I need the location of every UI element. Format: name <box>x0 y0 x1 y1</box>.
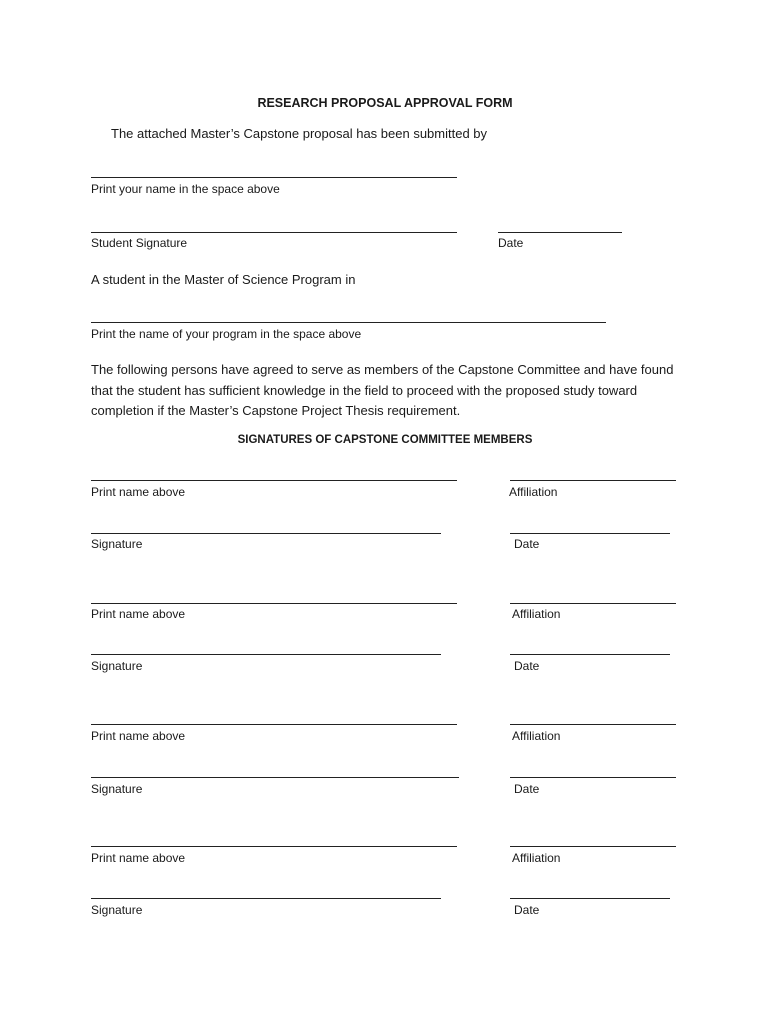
member-3-date-label: Date <box>514 782 540 796</box>
student-signature-line[interactable] <box>91 232 457 233</box>
member-1-affiliation-label: Affiliation <box>509 485 558 499</box>
member-1-date-label: Date <box>514 537 540 551</box>
student-name-label: Print your name in the space above <box>91 182 280 196</box>
form-title: RESEARCH PROPOSAL APPROVAL FORM <box>257 96 513 110</box>
member-4-affiliation-line[interactable] <box>510 846 676 847</box>
committee-heading: SIGNATURES OF CAPSTONE COMMITTEE MEMBERS <box>237 434 533 446</box>
submission-intro: The attached Master’s Capstone proposal has been submitted by <box>111 126 488 141</box>
member-4-signature-label: Signature <box>91 903 143 917</box>
member-4-affiliation-label: Affiliation <box>512 851 561 865</box>
member-3-date-line[interactable] <box>510 777 676 778</box>
member-3-name-label: Print name above <box>91 729 186 743</box>
member-3-name-line[interactable] <box>91 724 457 725</box>
member-2-signature-line[interactable] <box>91 654 441 655</box>
member-2-affiliation-label: Affiliation <box>512 607 561 621</box>
member-4-name-label: Print name above <box>91 851 186 865</box>
program-name-line[interactable] <box>91 322 606 323</box>
student-name-line[interactable] <box>91 177 457 178</box>
committee-agreement-paragraph: The following persons have agreed to serve as members of the Capstone Committee and have found that the student has sufficient knowledge in the field to proceed with the proposed study toward completion if the Master’s Capstone Project Thesis requirement. <box>91 362 674 418</box>
member-3-signature-label: Signature <box>91 782 143 796</box>
member-2-date-label: Date <box>514 659 540 673</box>
member-2-signature-label: Signature <box>91 659 143 673</box>
member-4-date-line[interactable] <box>510 898 670 899</box>
program-intro: A student in the Master of Science Program in <box>91 272 356 287</box>
member-4-name-line[interactable] <box>91 846 457 847</box>
member-1-name-line[interactable] <box>91 480 457 481</box>
member-2-affiliation-line[interactable] <box>510 603 676 604</box>
member-1-date-line[interactable] <box>510 533 670 534</box>
member-3-affiliation-line[interactable] <box>510 724 676 725</box>
program-name-label: Print the name of your program in the space above <box>91 327 362 341</box>
student-date-label: Date <box>498 236 524 250</box>
member-4-signature-line[interactable] <box>91 898 441 899</box>
member-1-signature-label: Signature <box>91 537 143 551</box>
member-2-name-line[interactable] <box>91 603 457 604</box>
member-2-date-line[interactable] <box>510 654 670 655</box>
student-signature-label: Student Signature <box>91 236 188 250</box>
member-1-affiliation-line[interactable] <box>510 480 676 481</box>
member-4-date-label: Date <box>514 903 540 917</box>
member-3-signature-line[interactable] <box>91 777 459 778</box>
member-1-name-label: Print name above <box>91 485 186 499</box>
student-date-line[interactable] <box>498 232 622 233</box>
member-3-affiliation-label: Affiliation <box>512 729 561 743</box>
member-1-signature-line[interactable] <box>91 533 441 534</box>
member-2-name-label: Print name above <box>91 607 186 621</box>
